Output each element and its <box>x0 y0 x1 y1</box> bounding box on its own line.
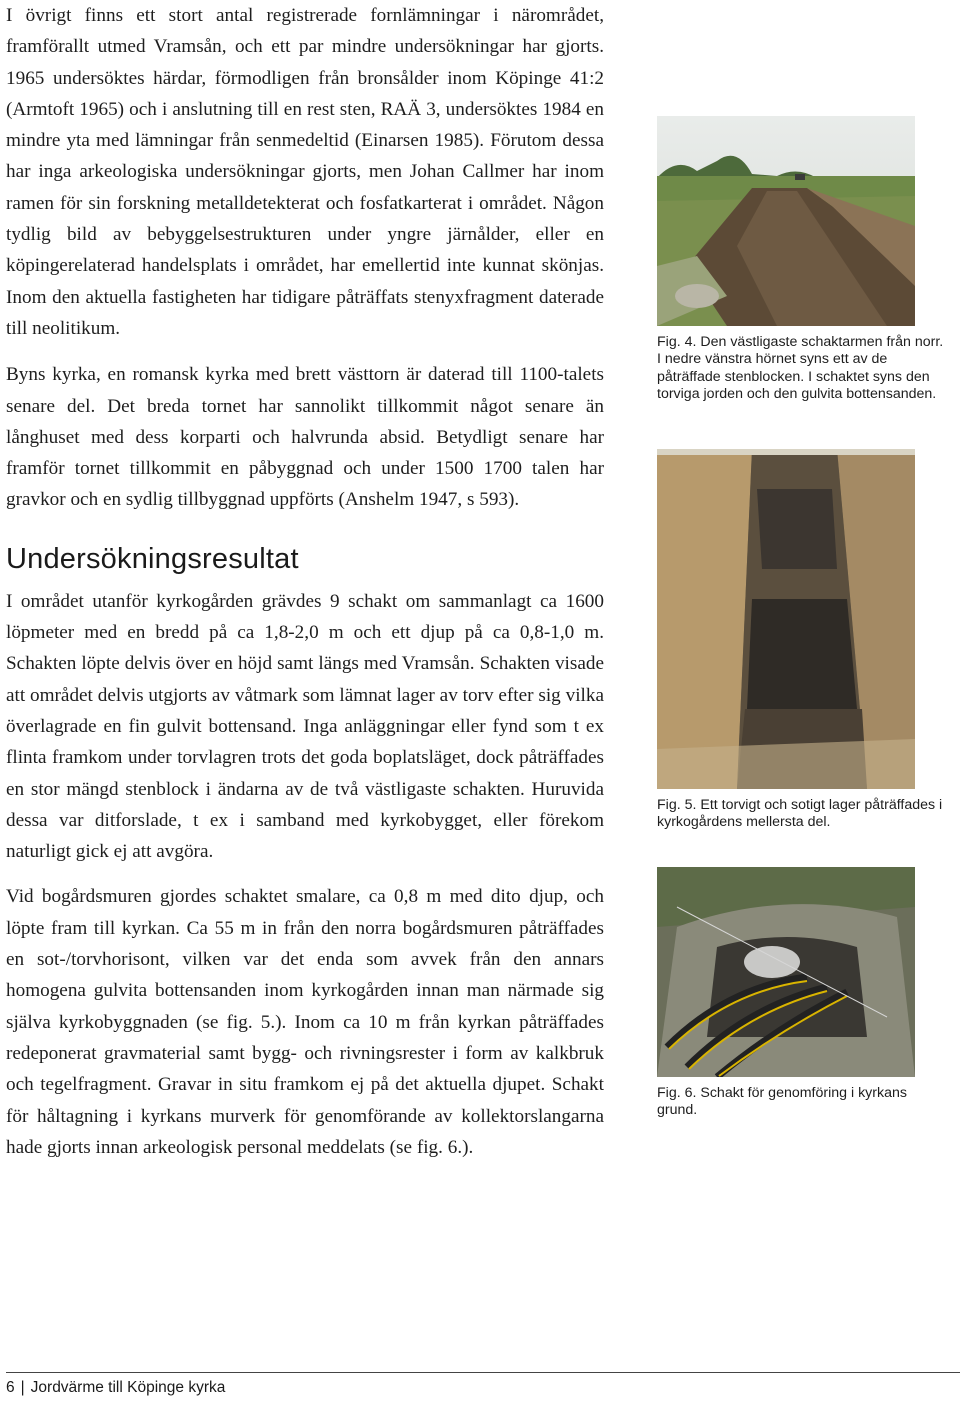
figure-5-photo <box>657 449 915 789</box>
page-footer <box>6 1372 960 1397</box>
body-paragraph-3: I området utanför kyrkogården grävdes 9 schakt om sammanlagt ca 1600 löpmeter med en bredd på ca 1,8-2,0 m och ett djup på ca 0,8-1,0 m. Schakten löpte delvis över en höjd samt längs med Vramsån. Schakten visade att området delvis utgjorts av våtmark som lämnat lager av torv efter sig vilka överlagrade en fin gulvit bottensand. Inga anläggningar eller fynd som t ex flinta framkom under torvlagren trots det goda boplatsläget, dock påträffades en stor mängd stenblock i ändarna av de två västligaste schakten. Huruvida dessa var ditforslade, t ex i samband med kyrkobygget, eller förekom naturligt gick ej att avgöra. <box>6 590 604 863</box>
footer-separator: | <box>20 1379 25 1396</box>
figure-4 <box>657 116 944 403</box>
main-text-column <box>6 0 604 1163</box>
figure-4-photo <box>657 116 915 326</box>
figure-6-caption: Fig. 6. Schakt för genomföring i kyrkans grund. <box>657 1085 907 1119</box>
figure-5 <box>657 449 943 832</box>
body-paragraph-1: I övrigt finns ett stort antal registrerade fornlämningar i närområdet, framförallt utmed Vramsån, och ett par mindre undersökningar har gjorts. 1965 undersöktes härdar, förmodligen från bronsålder inom Köpinge 41:2 (Armtoft 1965) och i anslutning till en rest sten, RAÄ 3, undersöktes 1984 en mindre yta med lämningar från senmedeltid (Einarsen 1985). Förutom dessa har inga arkeologiska undersökningar gjorts, men Johan Callmer har inom ramen för sin forskning metalldetekterat och fosfatkarterat i området. Någon tydlig bild av bebyggelsestrukturen under yngre järnålder, eller en köpingerelaterad handelsplats i området, har emellertid inte kunnat skönjas. Inom den aktuella fastigheten har tidigare påträffats stenyxfragment daterade till neolitikum. <box>6 5 604 339</box>
document-title: Jordvärme till Köpinge kyrka <box>30 1379 226 1396</box>
figure-6-photo <box>657 867 915 1077</box>
figure-5-caption: Fig. 5. Ett torvigt och sotigt lager påträffades i kyrkogårdens mellersta del. <box>657 797 943 831</box>
figure-4-caption: Fig. 4. Den västligaste schaktarmen från norr. I nedre vänstra hörnet syns ett av de påträffade stenblocken. I schaktet syns den torviga jorden och den gulvita bottensanden. <box>657 334 944 402</box>
page-number: 6 <box>6 1379 15 1396</box>
section-heading: Undersökningsresultat <box>6 542 299 575</box>
body-paragraph-2: Byns kyrka, en romansk kyrka med brett västtorn är daterad till 1100-talets senare del. Det breda tornet har sannolikt tillkommit något senare än långhuset med dess korparti och halvrunda absid. Betydligt senare har framför tornet tillkommit en påbyggnad och under 1500 1700 talen har gravkor och en sydlig tillbyggnad uppförts (Anshelm 1947, s 593). <box>6 364 604 511</box>
body-paragraph-4: Vid bogårdsmuren gjordes schaktet smalare, ca 0,8 m med dito djup, och löpte fram till kyrkan. Ca 55 m in från den norra bogårdsmuren påträffades en sot-/torvhorisont, vilken var det enda som avvek från den annars homogena gulvita bottensanden inom kyrkogården innan man närmade sig själva kyrkobyggnaden (se fig. 5.). Inom ca 10 m från kyrkan påträffades redeponerat gravmaterial samt bygg- och rivningsrester i form av kalkbruk och tegelfragment. Gravar in situ framkom ej på det aktuella djupet. Schakt för håltagning i kyrkans murverk för genomförande av kollektorslangarna hade gjorts innan arkeologisk personal meddelats (se fig. 6.). <box>6 886 604 1158</box>
figure-6 <box>657 867 915 1120</box>
